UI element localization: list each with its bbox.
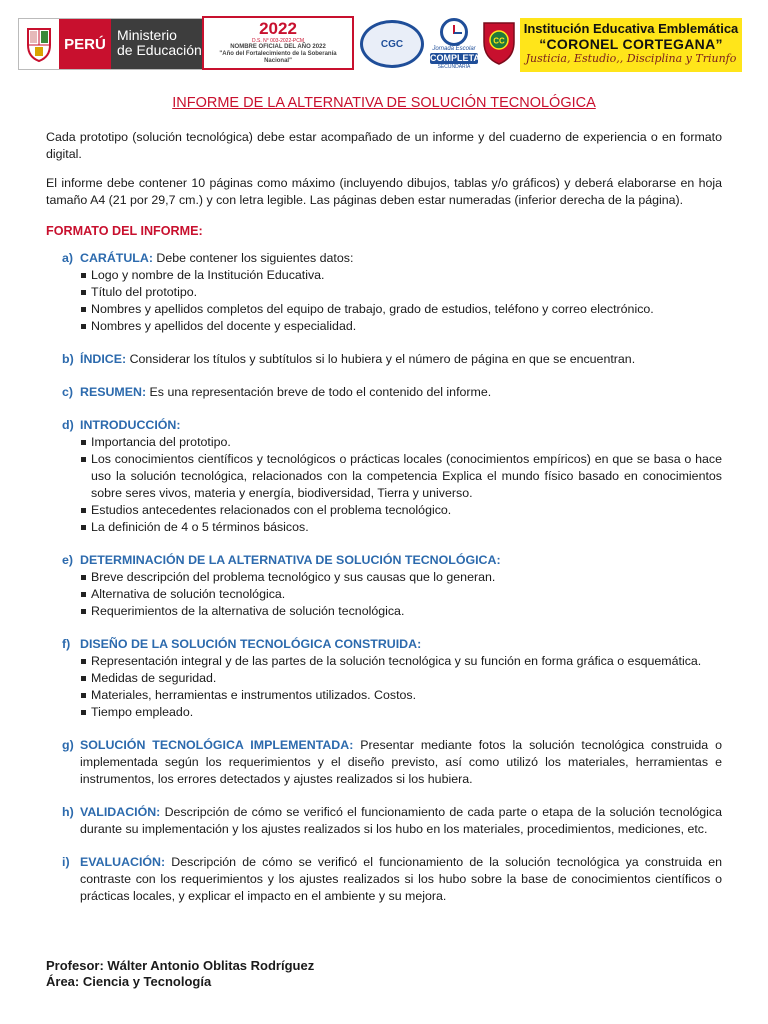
list-item: Requerimientos de la alternativa de solución tecnológica. bbox=[80, 603, 722, 620]
list-item: Tiempo empleado. bbox=[80, 704, 722, 721]
section-body bbox=[80, 351, 722, 368]
section-bullet-list bbox=[80, 653, 722, 721]
report-section bbox=[46, 250, 722, 335]
section-text: Descripción de cómo se verificó el funcionamiento de la solución tecnológica ya construida en contraste con los requerimientos y los ajustes realizados si los hubo sobre la base de conocimientos científicos o prácticas locales, y explicar el impacto en el ambiente y su mejora. bbox=[80, 855, 722, 903]
section-label: EVALUACIÓN: bbox=[80, 855, 166, 869]
list-item: Materiales, herramientas e instrumentos utilizados. Costos. bbox=[80, 687, 722, 704]
section-label: INTRODUCCIÓN: bbox=[80, 418, 181, 432]
intro-paragraph-1: Cada prototipo (solución tecnológica) debe estar acompañado de un informe y del cuaderno de experiencia o en formato digital. bbox=[46, 130, 722, 161]
cgc-seal-icon bbox=[360, 20, 424, 68]
section-label: CARÁTULA: bbox=[80, 251, 153, 265]
list-item: Breve descripción del problema tecnológico y sus causas que lo generan. bbox=[80, 569, 722, 586]
jec-logo bbox=[430, 18, 478, 70]
section-body bbox=[80, 804, 722, 838]
peru-label: PERÚ bbox=[59, 19, 111, 69]
section-body bbox=[80, 417, 722, 536]
section-heading-line bbox=[80, 351, 722, 368]
section-text: Es una representación breve de todo el contenido del informe. bbox=[146, 385, 492, 399]
section-letter: c) bbox=[62, 385, 74, 399]
section-letter: h) bbox=[62, 805, 74, 819]
subject-area: Área: Ciencia y Tecnología bbox=[46, 974, 212, 989]
section-text: Debe contener los siguientes datos: bbox=[152, 251, 354, 265]
section-label: DISEÑO DE LA SOLUCIÓN TECNOLÓGICA CONSTRUIDA: bbox=[80, 637, 422, 651]
school-shield-icon bbox=[482, 20, 516, 66]
svg-text:CC: CC bbox=[493, 36, 505, 46]
school-name-box bbox=[520, 18, 742, 72]
section-label: SOLUCIÓN TECNOLÓGICA IMPLEMENTADA: bbox=[80, 738, 354, 752]
section-heading-line bbox=[80, 250, 722, 267]
list-item: Título del prototipo. bbox=[80, 284, 722, 301]
section-heading-line bbox=[80, 804, 722, 838]
badge-motto: "Año del Fortalecimiento de la Soberanía Nacional" bbox=[219, 51, 337, 64]
section-heading-line bbox=[80, 552, 722, 569]
list-item: Medidas de seguridad. bbox=[80, 670, 722, 687]
section-heading-line bbox=[80, 384, 722, 401]
report-section bbox=[46, 552, 722, 620]
list-item: Los conocimientos científicos y tecnológicos o prácticas locales (conocimientos empíricos) en que se basa o hace uso la solución tecnológica, relacionados con la competencia Explica el mundo físico basado en conocimientos sobre seres vivos, materia y energía, biodiversidad, Tierra y universo. bbox=[80, 451, 722, 502]
badge-ds: D.S. N° 003-2022-PCM bbox=[251, 38, 305, 44]
section-body bbox=[80, 636, 722, 721]
ministry-line-2: de Educación bbox=[117, 42, 202, 58]
jec-line-3: SECUNDARIA bbox=[437, 64, 471, 70]
intro-paragraph-2: El informe debe contener 10 páginas como máximo (incluyendo dibujos, tablas y/o gráficos) y deberá elaborarse en hoja tamaño A4 (21 por 29,7 cm.) y con letra legible. Las páginas deben estar numeradas (inferior derecha de la página). bbox=[46, 176, 722, 207]
report-section bbox=[46, 804, 722, 838]
section-heading-line bbox=[80, 737, 722, 788]
section-letter: b) bbox=[62, 352, 74, 366]
section-body bbox=[80, 552, 722, 620]
minedu-logo bbox=[18, 18, 210, 70]
list-item: Alternativa de solución tecnológica. bbox=[80, 586, 722, 603]
section-bullet-list bbox=[80, 434, 722, 536]
report-section bbox=[46, 854, 722, 905]
badge-year: 2022 bbox=[259, 19, 297, 38]
format-heading: FORMATO DEL INFORME: bbox=[46, 224, 203, 238]
section-body bbox=[80, 384, 722, 401]
section-body bbox=[80, 854, 722, 905]
section-letter: a) bbox=[62, 251, 74, 265]
section-letter: d) bbox=[62, 418, 74, 432]
page-header bbox=[0, 0, 768, 88]
list-item: Importancia del prototipo. bbox=[80, 434, 722, 451]
badge-name: NOMBRE OFICIAL DEL AÑO 2022 bbox=[230, 44, 326, 50]
section-label: DETERMINACIÓN DE LA ALTERNATIVA DE SOLUCIÓN TECNOLÓGICA: bbox=[80, 553, 501, 567]
section-label: ÍNDICE: bbox=[80, 352, 127, 366]
section-bullet-list bbox=[80, 267, 722, 335]
school-motto: Justicia, Estudio,, Disciplina y Triunfo bbox=[525, 52, 737, 65]
year-name-badge bbox=[202, 16, 354, 70]
seal-text: CGC bbox=[380, 38, 404, 50]
section-label: RESUMEN: bbox=[80, 385, 147, 399]
teacher-name: Profesor: Wálter Antonio Oblitas Rodríguez bbox=[46, 958, 315, 973]
school-name: “CORONEL CORTEGANA” bbox=[539, 36, 723, 52]
section-letter: g) bbox=[62, 738, 74, 752]
section-body bbox=[80, 737, 722, 788]
jec-line-2: COMPLETA bbox=[430, 53, 480, 63]
report-section bbox=[46, 417, 722, 536]
list-item: Representación integral y de las partes de la solución tecnológica y su función en forma gráfica o esquemática. bbox=[80, 653, 722, 670]
section-letter: f) bbox=[62, 637, 71, 651]
document-title: INFORME DE LA ALTERNATIVA DE SOLUCIÓN TECNOLÓGICA bbox=[172, 95, 596, 111]
report-section bbox=[46, 737, 722, 788]
list-item: Estudios antecedentes relacionados con el problema tecnológico. bbox=[80, 502, 722, 519]
list-item: Logo y nombre de la Institución Educativa. bbox=[80, 267, 722, 284]
section-heading-line bbox=[80, 854, 722, 905]
section-text: Considerar los títulos y subtítulos si lo hubiera y el número de página en que se encuentran. bbox=[126, 352, 636, 366]
section-bullet-list bbox=[80, 569, 722, 620]
list-item: Nombres y apellidos del docente y especialidad. bbox=[80, 318, 722, 335]
list-item: La definición de 4 o 5 términos básicos. bbox=[80, 519, 722, 536]
school-type: Institución Educativa Emblemática bbox=[523, 21, 739, 36]
report-section bbox=[46, 384, 722, 401]
ministry-label bbox=[111, 19, 209, 69]
section-heading-line bbox=[80, 636, 722, 653]
section-letter: i) bbox=[62, 855, 70, 869]
clock-icon bbox=[440, 18, 468, 46]
section-text: Presentar mediante fotos la solución tecnológica construida o implementada según los requerimientos y el diseño previsto, así como utilizó los materiales, herramientas e instrumentos, los errores detectados y ajustes realizados si los hubiera. bbox=[80, 738, 722, 786]
section-heading-line bbox=[80, 417, 722, 434]
peru-coat-of-arms-icon bbox=[19, 19, 59, 69]
report-section bbox=[46, 636, 722, 721]
list-item: Nombres y apellidos completos del equipo de trabajo, grado de estudios, teléfono y correo electrónico. bbox=[80, 301, 722, 318]
section-body bbox=[80, 250, 722, 335]
jec-line-1: Jornada Escolar bbox=[432, 46, 476, 52]
ministry-line-1: Ministerio bbox=[117, 27, 177, 43]
document-body bbox=[46, 94, 722, 921]
section-letter: e) bbox=[62, 553, 74, 567]
section-text: Descripción de cómo se verificó el funcionamiento de cada parte o etapa de la solución tecnológica durante su implementación y los ajustes realizados si los hubo en los materiales, procedimientos, mediciones, etc. bbox=[80, 805, 722, 836]
section-list bbox=[46, 250, 722, 905]
signature-block bbox=[46, 958, 314, 990]
section-label: VALIDACIÓN: bbox=[80, 805, 161, 819]
report-section bbox=[46, 351, 722, 368]
